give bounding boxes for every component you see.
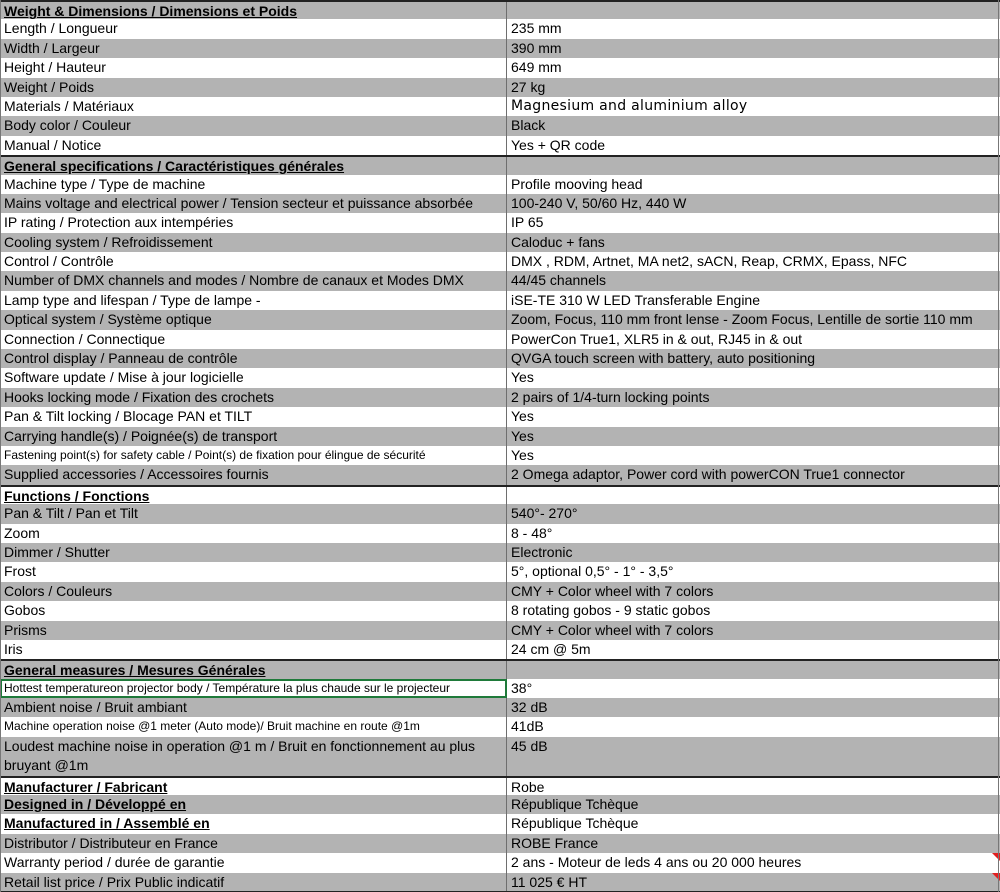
row-label-cell[interactable]: Optical system / Système optique [0, 310, 507, 329]
row-value-cell[interactable]: 32 dB [511, 699, 548, 716]
row-value-cell[interactable]: IP 65 [511, 214, 544, 231]
table-row[interactable] [0, 233, 1000, 252]
table-row[interactable] [0, 330, 1000, 349]
table-row[interactable] [0, 78, 1000, 97]
row-label-cell[interactable]: Connection / Connectique [0, 330, 507, 349]
table-row[interactable] [0, 407, 1000, 426]
table-left-border [0, 0, 1, 892]
row-value-cell[interactable]: Magnesium and aluminium alloy [511, 97, 748, 114]
row-value-cell[interactable]: 235 mm [511, 20, 562, 37]
row-label-cell[interactable]: Hottest temperatureon projector body / Température la plus chaude sur le projecteur [0, 679, 507, 698]
table-row[interactable] [0, 698, 1000, 717]
row-value-cell[interactable]: Yes + QR code [511, 136, 606, 153]
row-label-cell[interactable]: Functions / Fonctions [0, 487, 507, 504]
row-label-cell[interactable]: Fastening point(s) for safety cable / Point(s) de fixation pour élingue de sécurité [0, 446, 507, 465]
row-value-cell[interactable]: 41dB [511, 718, 544, 735]
table-row[interactable] [0, 795, 1000, 814]
row-label-cell[interactable]: Hooks locking mode / Fixation des crochets [0, 388, 507, 407]
row-value-cell[interactable]: Yes [511, 446, 534, 463]
row-label-cell[interactable]: Manufactured in / Assemblé en [0, 814, 507, 833]
row-label-cell[interactable]: General specifications / Caractéristiques générales [0, 157, 507, 174]
table-row[interactable] [0, 252, 1000, 271]
table-row[interactable] [0, 621, 1000, 640]
row-label-cell[interactable]: Iris [0, 640, 507, 659]
row-value-cell[interactable]: 649 mm [511, 59, 562, 76]
row-label-cell[interactable]: Height / Hauteur [0, 58, 507, 77]
table-row[interactable] [0, 368, 1000, 387]
row-value-cell[interactable]: QVGA touch screen with battery, auto positioning [511, 350, 816, 367]
table-row[interactable] [0, 310, 1000, 329]
table-row[interactable] [0, 582, 1000, 601]
section-header-row[interactable] [0, 485, 1000, 504]
row-value-cell[interactable]: PowerCon True1, XLR5 in & out, RJ45 in & out [511, 330, 803, 347]
row-value-cell[interactable]: CMY + Color wheel with 7 colors [511, 621, 714, 638]
row-value-cell[interactable]: Yes [511, 408, 534, 425]
row-value-cell[interactable]: 11 025 € HT [511, 873, 588, 890]
row-value-cell[interactable]: 8 - 48° [511, 524, 553, 541]
row-value-cell[interactable]: Caloduc + fans [511, 233, 605, 250]
row-label-cell[interactable]: Pan & Tilt locking / Blocage PAN et TILT [0, 407, 507, 426]
table-top-border [0, 0, 1000, 2]
row-value-cell[interactable]: 2 pairs of 1/4-turn locking points [511, 388, 710, 405]
table-row[interactable] [0, 601, 1000, 620]
table-row[interactable] [0, 388, 1000, 407]
row-label-cell[interactable]: Manufacturer / Fabricant [0, 778, 507, 795]
row-value-cell[interactable]: DMX , RDM, Artnet, MA net2, sACN, Reap, CRMX, Epass, NFC [511, 253, 907, 270]
row-label-cell[interactable]: Machine type / Type de machine [0, 175, 507, 194]
row-label-cell[interactable]: Control display / Panneau de contrôle [0, 349, 507, 368]
row-value-cell[interactable]: 2 Omega adaptor, Power cord with powerCON True1 connector [511, 466, 905, 483]
table-row[interactable] [0, 291, 1000, 310]
row-value-cell[interactable]: République Tchèque [511, 815, 639, 832]
table-row[interactable] [0, 873, 1000, 892]
table-row[interactable] [0, 679, 1000, 698]
table-row[interactable] [0, 504, 1000, 523]
row-value-cell[interactable]: Electronic [511, 543, 573, 560]
row-label-cell[interactable]: Designed in / Développé en [0, 795, 507, 814]
row-value-cell[interactable]: 44/45 channels [511, 272, 606, 289]
row-label-cell[interactable]: Loudest machine noise in operation @1 m / Bruit en fonctionnement au plus bruyant @1m [0, 737, 507, 776]
row-value-cell[interactable]: 24 cm @ 5m [511, 640, 591, 657]
row-label-cell[interactable]: Machine operation noise @1 meter (Auto mode)/ Bruit machine en route @1m [0, 717, 507, 736]
table-row[interactable] [0, 39, 1000, 58]
row-value-cell[interactable]: Yes [511, 369, 534, 386]
row-label-cell[interactable]: Weight & Dimensions / Dimensions et Poids [0, 2, 507, 19]
table-row[interactable] [0, 271, 1000, 290]
row-value-cell[interactable] [507, 661, 1000, 678]
table-row[interactable] [0, 853, 1000, 872]
row-label-cell[interactable]: Colors / Couleurs [0, 582, 507, 601]
row-label-cell[interactable]: Body color / Couleur [0, 116, 507, 135]
row-label-cell[interactable]: Prisms [0, 621, 507, 640]
row-value-cell[interactable]: 390 mm [511, 39, 562, 56]
row-value-cell[interactable]: ROBE France [511, 834, 599, 851]
table-row[interactable] [0, 640, 1000, 659]
table-row[interactable] [0, 717, 1000, 736]
row-label-cell[interactable]: Software update / Mise à jour logicielle [0, 368, 507, 387]
row-value-cell[interactable]: 38° [511, 679, 533, 696]
row-label-cell[interactable]: Retail list price / Prix Public indicatif [0, 873, 507, 891]
row-label-cell[interactable]: Number of DMX channels and modes / Nombre de canaux et Modes DMX [0, 271, 507, 290]
row-value-cell[interactable]: CMY + Color wheel with 7 colors [511, 582, 714, 599]
table-row[interactable] [0, 465, 1000, 484]
row-value-cell[interactable]: 100-240 V, 50/60 Hz, 440 W [511, 194, 687, 211]
table-row[interactable] [0, 446, 1000, 465]
row-label-cell[interactable]: Frost [0, 562, 507, 581]
table-row[interactable] [0, 737, 1000, 776]
table-row[interactable] [0, 116, 1000, 135]
row-label-cell[interactable]: Control / Contrôle [0, 252, 507, 271]
table-row[interactable] [0, 834, 1000, 853]
row-label-cell[interactable]: Cooling system / Refroidissement [0, 233, 507, 252]
row-value-cell[interactable]: 8 rotating gobos - 9 static gobos [511, 602, 711, 619]
table-row[interactable] [0, 136, 1000, 155]
row-label-cell[interactable]: Gobos [0, 601, 507, 620]
table-row[interactable] [0, 349, 1000, 368]
row-label-cell[interactable]: IP rating / Protection aux intempéries [0, 213, 507, 232]
row-label-cell[interactable]: Materials / Matériaux [0, 97, 507, 116]
table-row[interactable] [0, 524, 1000, 543]
section-header-row[interactable] [0, 659, 1000, 678]
row-value-cell[interactable]: Zoom, Focus, 110 mm front lense - Zoom Focus, Lentille de sortie 110 mm [511, 311, 973, 328]
table-right-border [998, 0, 999, 892]
table-row[interactable] [0, 562, 1000, 581]
row-value-cell[interactable]: iSE-TE 310 W LED Transferable Engine [511, 291, 761, 308]
table-row[interactable] [0, 213, 1000, 232]
row-value-cell[interactable]: 45 dB [511, 737, 548, 754]
row-label-cell[interactable]: Ambient noise / Bruit ambiant [0, 698, 507, 717]
row-label-cell[interactable]: Manual / Notice [0, 136, 507, 155]
row-value-cell[interactable] [507, 487, 1000, 504]
table-row[interactable] [0, 19, 1000, 38]
row-value-cell[interactable]: 27 kg [511, 78, 546, 95]
row-label-cell[interactable]: Width / Largeur [0, 39, 507, 58]
row-value-cell[interactable]: Yes [511, 427, 534, 444]
section-header-row[interactable] [0, 776, 1000, 795]
row-label-cell[interactable]: Mains voltage and electrical power / Tension secteur et puissance absorbée [0, 194, 507, 213]
row-label-cell[interactable]: Warranty period / durée de garantie [0, 853, 507, 872]
row-label-cell[interactable]: Zoom [0, 524, 507, 543]
row-value-cell[interactable]: Robe [511, 778, 545, 795]
table-row[interactable] [0, 543, 1000, 562]
row-value-cell[interactable]: 540°- 270° [511, 505, 578, 522]
row-label-cell[interactable]: Carrying handle(s) / Poignée(s) de transport [0, 427, 507, 446]
table-row[interactable] [0, 175, 1000, 194]
table-row[interactable] [0, 427, 1000, 446]
row-value-cell[interactable]: République Tchèque [511, 796, 639, 813]
section-header-row[interactable] [0, 0, 1000, 19]
row-value-cell[interactable] [507, 157, 1000, 174]
row-label-cell[interactable]: Supplied accessories / Accessoires fournis [0, 465, 507, 484]
table-row[interactable] [0, 814, 1000, 833]
row-label-cell[interactable]: Length / Longueur [0, 19, 507, 38]
row-value-cell[interactable] [507, 2, 1000, 19]
row-label-cell[interactable]: Pan & Tilt / Pan et Tilt [0, 504, 507, 523]
row-value-cell[interactable]: 5°, optional 0,5° - 1° - 3,5° [511, 563, 674, 580]
table-row[interactable] [0, 97, 1000, 116]
table-row[interactable] [0, 58, 1000, 77]
section-header-row[interactable] [0, 155, 1000, 174]
row-label-cell[interactable]: Dimmer / Shutter [0, 543, 507, 562]
row-label-cell[interactable]: General measures / Mesures Générales [0, 661, 507, 678]
row-label-cell[interactable]: Weight / Poids [0, 78, 507, 97]
table-row[interactable] [0, 194, 1000, 213]
row-label-cell[interactable]: Lamp type and lifespan / Type de lampe - [0, 291, 507, 310]
row-value-cell[interactable]: 2 ans - Moteur de leds 4 ans ou 20 000 heures [511, 854, 802, 871]
row-value-cell[interactable]: Profile mooving head [511, 175, 643, 192]
row-value-cell[interactable]: Black [511, 117, 546, 134]
row-label-cell[interactable]: Distributor / Distributeur en France [0, 834, 507, 853]
